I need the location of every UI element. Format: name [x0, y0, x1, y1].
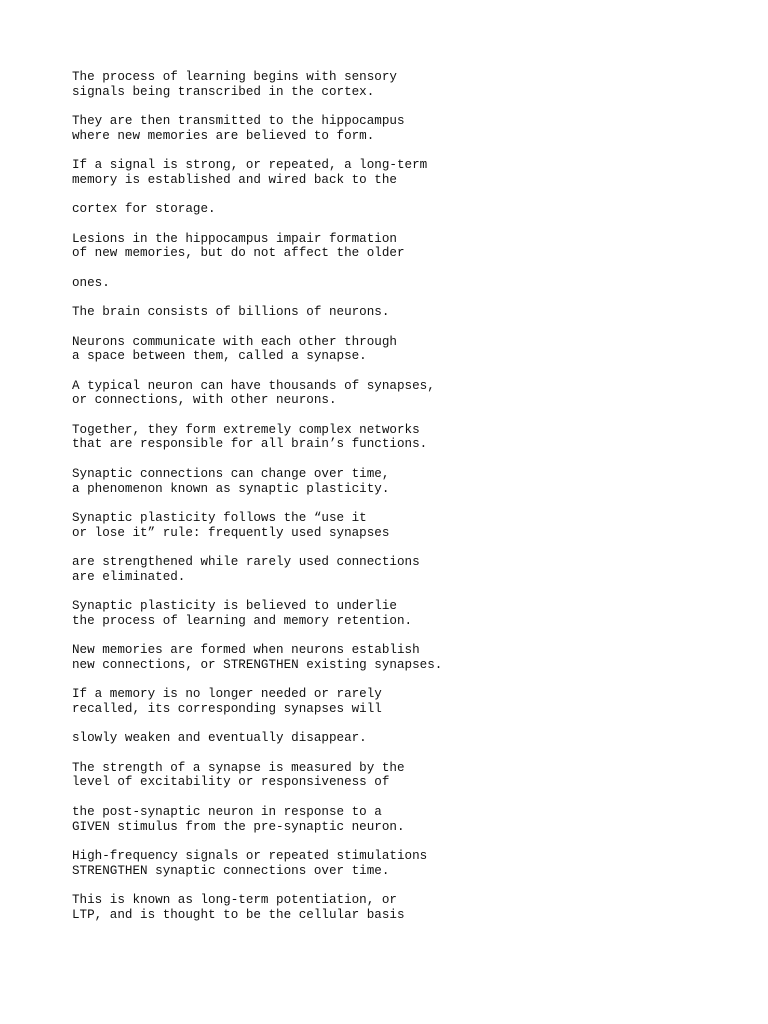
paragraph-6	[72, 276, 692, 291]
paragraph-10-line-2: that are responsible for all brain’s functions.	[72, 437, 428, 452]
paragraph-10-line-1: Together, they form extremely complex networks	[72, 422, 420, 437]
paragraph-8	[72, 335, 692, 364]
paragraph-17	[72, 731, 692, 746]
paragraph-19-line-1: the post-synaptic neuron in response to a	[72, 804, 382, 819]
paragraph-4-line-1: cortex for storage.	[72, 202, 216, 217]
document-body	[72, 70, 692, 937]
paragraph-8-line-2: a space between them, called a synapse.	[72, 349, 367, 364]
paragraph-20-line-2: STRENGTHEN synaptic connections over time.	[72, 863, 390, 878]
paragraph-14-line-2: the process of learning and memory retention.	[72, 613, 413, 628]
paragraph-8-line-1: Neurons communicate with each other through	[72, 334, 397, 349]
paragraph-7-line-1: The brain consists of billions of neurons.	[72, 305, 390, 320]
paragraph-21	[72, 893, 692, 922]
paragraph-12-line-1: Synaptic plasticity follows the “use it	[72, 510, 367, 525]
paragraph-2-line-2: where new memories are believed to form.	[72, 128, 375, 143]
paragraph-19	[72, 805, 692, 834]
paragraph-1	[72, 70, 692, 99]
paragraph-9-line-2: or connections, with other neurons.	[72, 393, 337, 408]
paragraph-13	[72, 555, 692, 584]
paragraph-17-line-1: slowly weaken and eventually disappear.	[72, 731, 367, 746]
paragraph-18-line-1: The strength of a synapse is measured by the	[72, 760, 405, 775]
paragraph-9-line-1: A typical neuron can have thousands of synapses,	[72, 378, 435, 393]
paragraph-7	[72, 305, 692, 320]
paragraph-5-line-2: of new memories, but do not affect the older	[72, 246, 405, 261]
paragraph-1-line-2: signals being transcribed in the cortex.	[72, 84, 375, 99]
paragraph-15-line-2: new connections, or STRENGTHEN existing synapses.	[72, 657, 443, 672]
paragraph-13-line-1: are strengthened while rarely used connections	[72, 555, 420, 570]
paragraph-1-line-1: The process of learning begins with sensory	[72, 70, 397, 84]
paragraph-21-line-2: LTP, and is thought to be the cellular basis	[72, 907, 405, 922]
paragraph-3-line-1: If a signal is strong, or repeated, a long-term	[72, 158, 428, 173]
paragraph-12-line-2: or lose it” rule: frequently used synapses	[72, 525, 390, 540]
paragraph-15-line-1: New memories are formed when neurons establish	[72, 643, 420, 658]
paragraph-14	[72, 599, 692, 628]
paragraph-9	[72, 379, 692, 408]
paragraph-16	[72, 687, 692, 716]
paragraph-5	[72, 232, 692, 261]
paragraph-11-line-2: a phenomenon known as synaptic plasticity.	[72, 481, 390, 496]
paragraph-20-line-1: High-frequency signals or repeated stimulations	[72, 848, 428, 863]
paragraph-16-line-2: recalled, its corresponding synapses will	[72, 702, 382, 716]
paragraph-11	[72, 467, 692, 496]
paragraph-16-line-1: If a memory is no longer needed or rarely	[72, 687, 382, 702]
paragraph-2	[72, 114, 692, 143]
paragraph-4	[72, 202, 692, 217]
paragraph-18	[72, 761, 692, 790]
paragraph-18-line-2: level of excitability or responsiveness of	[72, 775, 390, 790]
paragraph-21-line-1: This is known as long-term potentiation, or	[72, 893, 397, 908]
paragraph-6-line-1: ones.	[72, 275, 110, 290]
paragraph-19-line-2: GIVEN stimulus from the pre-synaptic neuron.	[72, 819, 405, 834]
paragraph-14-line-1: Synaptic plasticity is believed to underlie	[72, 599, 397, 614]
paragraph-11-line-1: Synaptic connections can change over time,	[72, 466, 390, 481]
paragraph-3-line-2: memory is established and wired back to the	[72, 172, 397, 187]
paragraph-13-line-2: are eliminated.	[72, 569, 186, 584]
paragraph-12	[72, 511, 692, 540]
paragraph-15	[72, 643, 692, 672]
paragraph-2-line-1: They are then transmitted to the hippocampus	[72, 114, 405, 129]
paragraph-20	[72, 849, 692, 878]
paragraph-10	[72, 423, 692, 452]
paragraph-3	[72, 158, 692, 187]
paragraph-5-line-1: Lesions in the hippocampus impair formation	[72, 231, 397, 246]
